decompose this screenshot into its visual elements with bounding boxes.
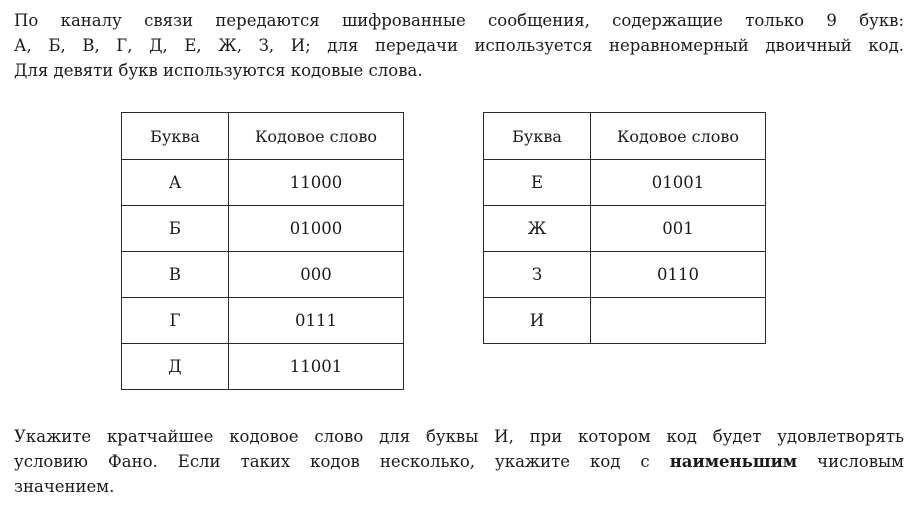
- code-cell: 001: [591, 206, 766, 252]
- letter-cell: И: [484, 298, 591, 344]
- table-header-row: [484, 113, 766, 160]
- letter-cell: Ж: [484, 206, 591, 252]
- table-row: [122, 298, 404, 344]
- table-row: [122, 206, 404, 252]
- letter-cell: Г: [122, 298, 229, 344]
- code-cell: 0110: [591, 252, 766, 298]
- table-header-row: [122, 113, 404, 160]
- header-letter: Буква: [484, 113, 591, 160]
- table-row: [122, 160, 404, 206]
- letter-cell: З: [484, 252, 591, 298]
- question-line-3: значением.: [14, 477, 115, 496]
- table-row: [122, 252, 404, 298]
- code-table-right: [483, 112, 766, 344]
- letter-cell: В: [122, 252, 229, 298]
- question-line-1: Укажите кратчайшее кодовое слово для буквы И, при котором код будет удовлетворять: [14, 427, 904, 446]
- header-code-word: Кодовое слово: [591, 113, 766, 160]
- problem-statement: [14, 8, 904, 83]
- code-cell: 000: [229, 252, 404, 298]
- table-row: [122, 344, 404, 390]
- code-cell: 11001: [229, 344, 404, 390]
- intro-line-1: По каналу связи передаются шифрованные сообщения, содержащие только 9 букв:: [14, 11, 904, 30]
- table-row: [484, 298, 766, 344]
- letter-cell: А: [122, 160, 229, 206]
- table-row: [484, 160, 766, 206]
- intro-line-2: А, Б, В, Г, Д, Е, Ж, З, И; для передачи используется неравномерный двоичный код.: [14, 36, 904, 55]
- letter-cell: Е: [484, 160, 591, 206]
- code-cell: 01001: [591, 160, 766, 206]
- question-line-2: [14, 449, 904, 474]
- letter-cell: Д: [122, 344, 229, 390]
- table-row: [484, 206, 766, 252]
- question-line-2-end: числовым: [817, 452, 904, 471]
- code-cell: 11000: [229, 160, 404, 206]
- question-line-2-start: условию Фано. Если таких кодов несколько, укажите код с: [14, 452, 650, 471]
- code-cell: 01000: [229, 206, 404, 252]
- code-cell-empty: [591, 298, 766, 344]
- code-table-left: [121, 112, 404, 390]
- header-letter: Буква: [122, 113, 229, 160]
- intro-line-3: Для девяти букв используются кодовые слова.: [14, 61, 423, 80]
- letter-cell: Б: [122, 206, 229, 252]
- table-row: [484, 252, 766, 298]
- question-text: [14, 424, 904, 499]
- emphasis-smallest: наименьшим: [669, 452, 798, 471]
- code-cell: 0111: [229, 298, 404, 344]
- header-code-word: Кодовое слово: [229, 113, 404, 160]
